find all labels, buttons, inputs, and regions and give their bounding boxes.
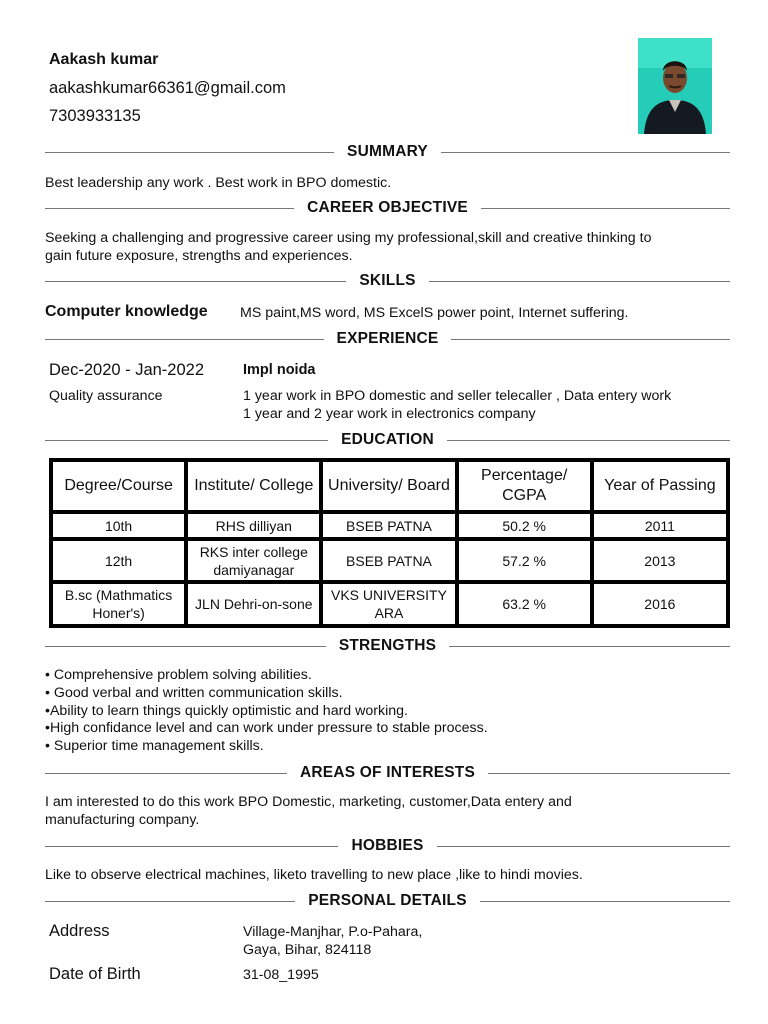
table-cell: 2016 [593, 583, 727, 625]
list-item: •Ability to learn things quickly optimistic and hard working. [45, 702, 408, 719]
table-row [52, 583, 727, 625]
section-title: PERSONAL DETAILS [308, 892, 467, 909]
table-cell: 57.2 % [458, 540, 591, 581]
table-cell: JLN Dehri-on-sone [187, 583, 320, 625]
objective-text [45, 229, 735, 265]
header-cell: Year of Passing [593, 461, 727, 511]
interests-line: I am interested to do this work BPO Domestic, marketing, customer,Data entery and [45, 794, 572, 810]
header-cell: Percentage/ CGPA [458, 461, 591, 511]
table-header-row [52, 461, 727, 511]
section-title: CAREER OBJECTIVE [307, 199, 468, 216]
table-cell: 12th [52, 540, 185, 581]
dob-value: 31-08_1995 [243, 967, 319, 983]
interests-text [45, 793, 735, 829]
table-cell: 63.2 % [458, 583, 591, 625]
candidate-name: Aakash kumar [49, 51, 159, 68]
section-career-objective [45, 198, 730, 218]
list-item: •High confidance level and can work under pressure to stable process. [45, 720, 488, 737]
table-cell: 50.2 % [458, 513, 591, 538]
list-item: • Comprehensive problem solving abilities. [45, 667, 312, 683]
address-label: Address [49, 922, 110, 940]
education-table [49, 458, 730, 628]
address-value [243, 923, 422, 959]
list-item: • Good verbal and written communication skills. [45, 684, 343, 701]
section-skills [45, 271, 730, 291]
section-personal-details [45, 891, 730, 911]
table-cell: RHS dilliyan [187, 513, 320, 538]
section-title: SUMMARY [347, 143, 428, 160]
section-strengths [45, 636, 730, 656]
section-experience [45, 329, 730, 349]
strengths-list [45, 667, 488, 756]
section-title: SKILLS [359, 272, 416, 289]
header-cell: Institute/ College [187, 461, 320, 511]
section-summary [45, 142, 730, 162]
objective-line: gain future exposure, strengths and experiences. [45, 248, 353, 264]
section-title: HOBBIES [351, 837, 424, 854]
section-education [45, 430, 730, 450]
table-cell: B.sc (Mathmatics Honer's) [52, 583, 185, 625]
profile-photo [638, 38, 712, 134]
experience-details [243, 387, 671, 423]
skill-label: Computer knowledge [45, 303, 208, 320]
phone-text: 7303933135 [49, 107, 141, 125]
interests-line: manufacturing company. [45, 812, 200, 828]
hobbies-text: Like to observe electrical machines, liketo travelling to new place ,like to hindi movies. [45, 867, 583, 883]
email-text: aakashkumar66361@gmail.com [49, 79, 286, 97]
table-cell: RKS inter college damiyanagar [187, 540, 320, 581]
section-title: EXPERIENCE [336, 330, 439, 347]
table-cell: 2011 [593, 513, 727, 538]
header-cell: University/ Board [322, 461, 455, 511]
table-cell: 2013 [593, 540, 727, 581]
table-row [52, 540, 727, 581]
experience-line: 1 year work in BPO domestic and seller telecaller , Data entery work [243, 388, 672, 404]
section-title: AREAS OF INTERESTS [300, 764, 475, 781]
section-title: EDUCATION [341, 431, 434, 448]
experience-line: 1 year and 2 year work in electronics company [243, 406, 536, 422]
section-title: STRENGTHS [338, 637, 437, 654]
objective-line: Seeking a challenging and progressive career using my professional,skill and creative thinking to [45, 230, 652, 246]
table-cell: BSEB PATNA [322, 540, 455, 581]
section-hobbies [45, 836, 730, 856]
table-row [52, 513, 727, 538]
experience-role: Quality assurance [49, 388, 163, 404]
address-line: Gaya, Bihar, 824118 [243, 942, 372, 958]
section-areas-of-interests [45, 763, 730, 783]
skill-value: MS paint,MS word, MS ExcelS power point, Internet suffering. [240, 305, 629, 321]
list-item: • Superior time management skills. [45, 738, 264, 755]
header-cell: Degree/Course [52, 461, 185, 511]
table-cell: VKS UNIVERSITY ARA [322, 583, 455, 625]
table-cell: 10th [52, 513, 185, 538]
experience-company: Impl noida [243, 362, 316, 378]
summary-text: Best leadership any work . Best work in BPO domestic. [45, 175, 392, 191]
address-line: Village-Manjhar, P.o-Pahara, [243, 924, 423, 940]
dob-label: Date of Birth [49, 965, 141, 983]
experience-dates: Dec-2020 - Jan-2022 [49, 361, 205, 379]
table-cell: BSEB PATNA [322, 513, 455, 538]
